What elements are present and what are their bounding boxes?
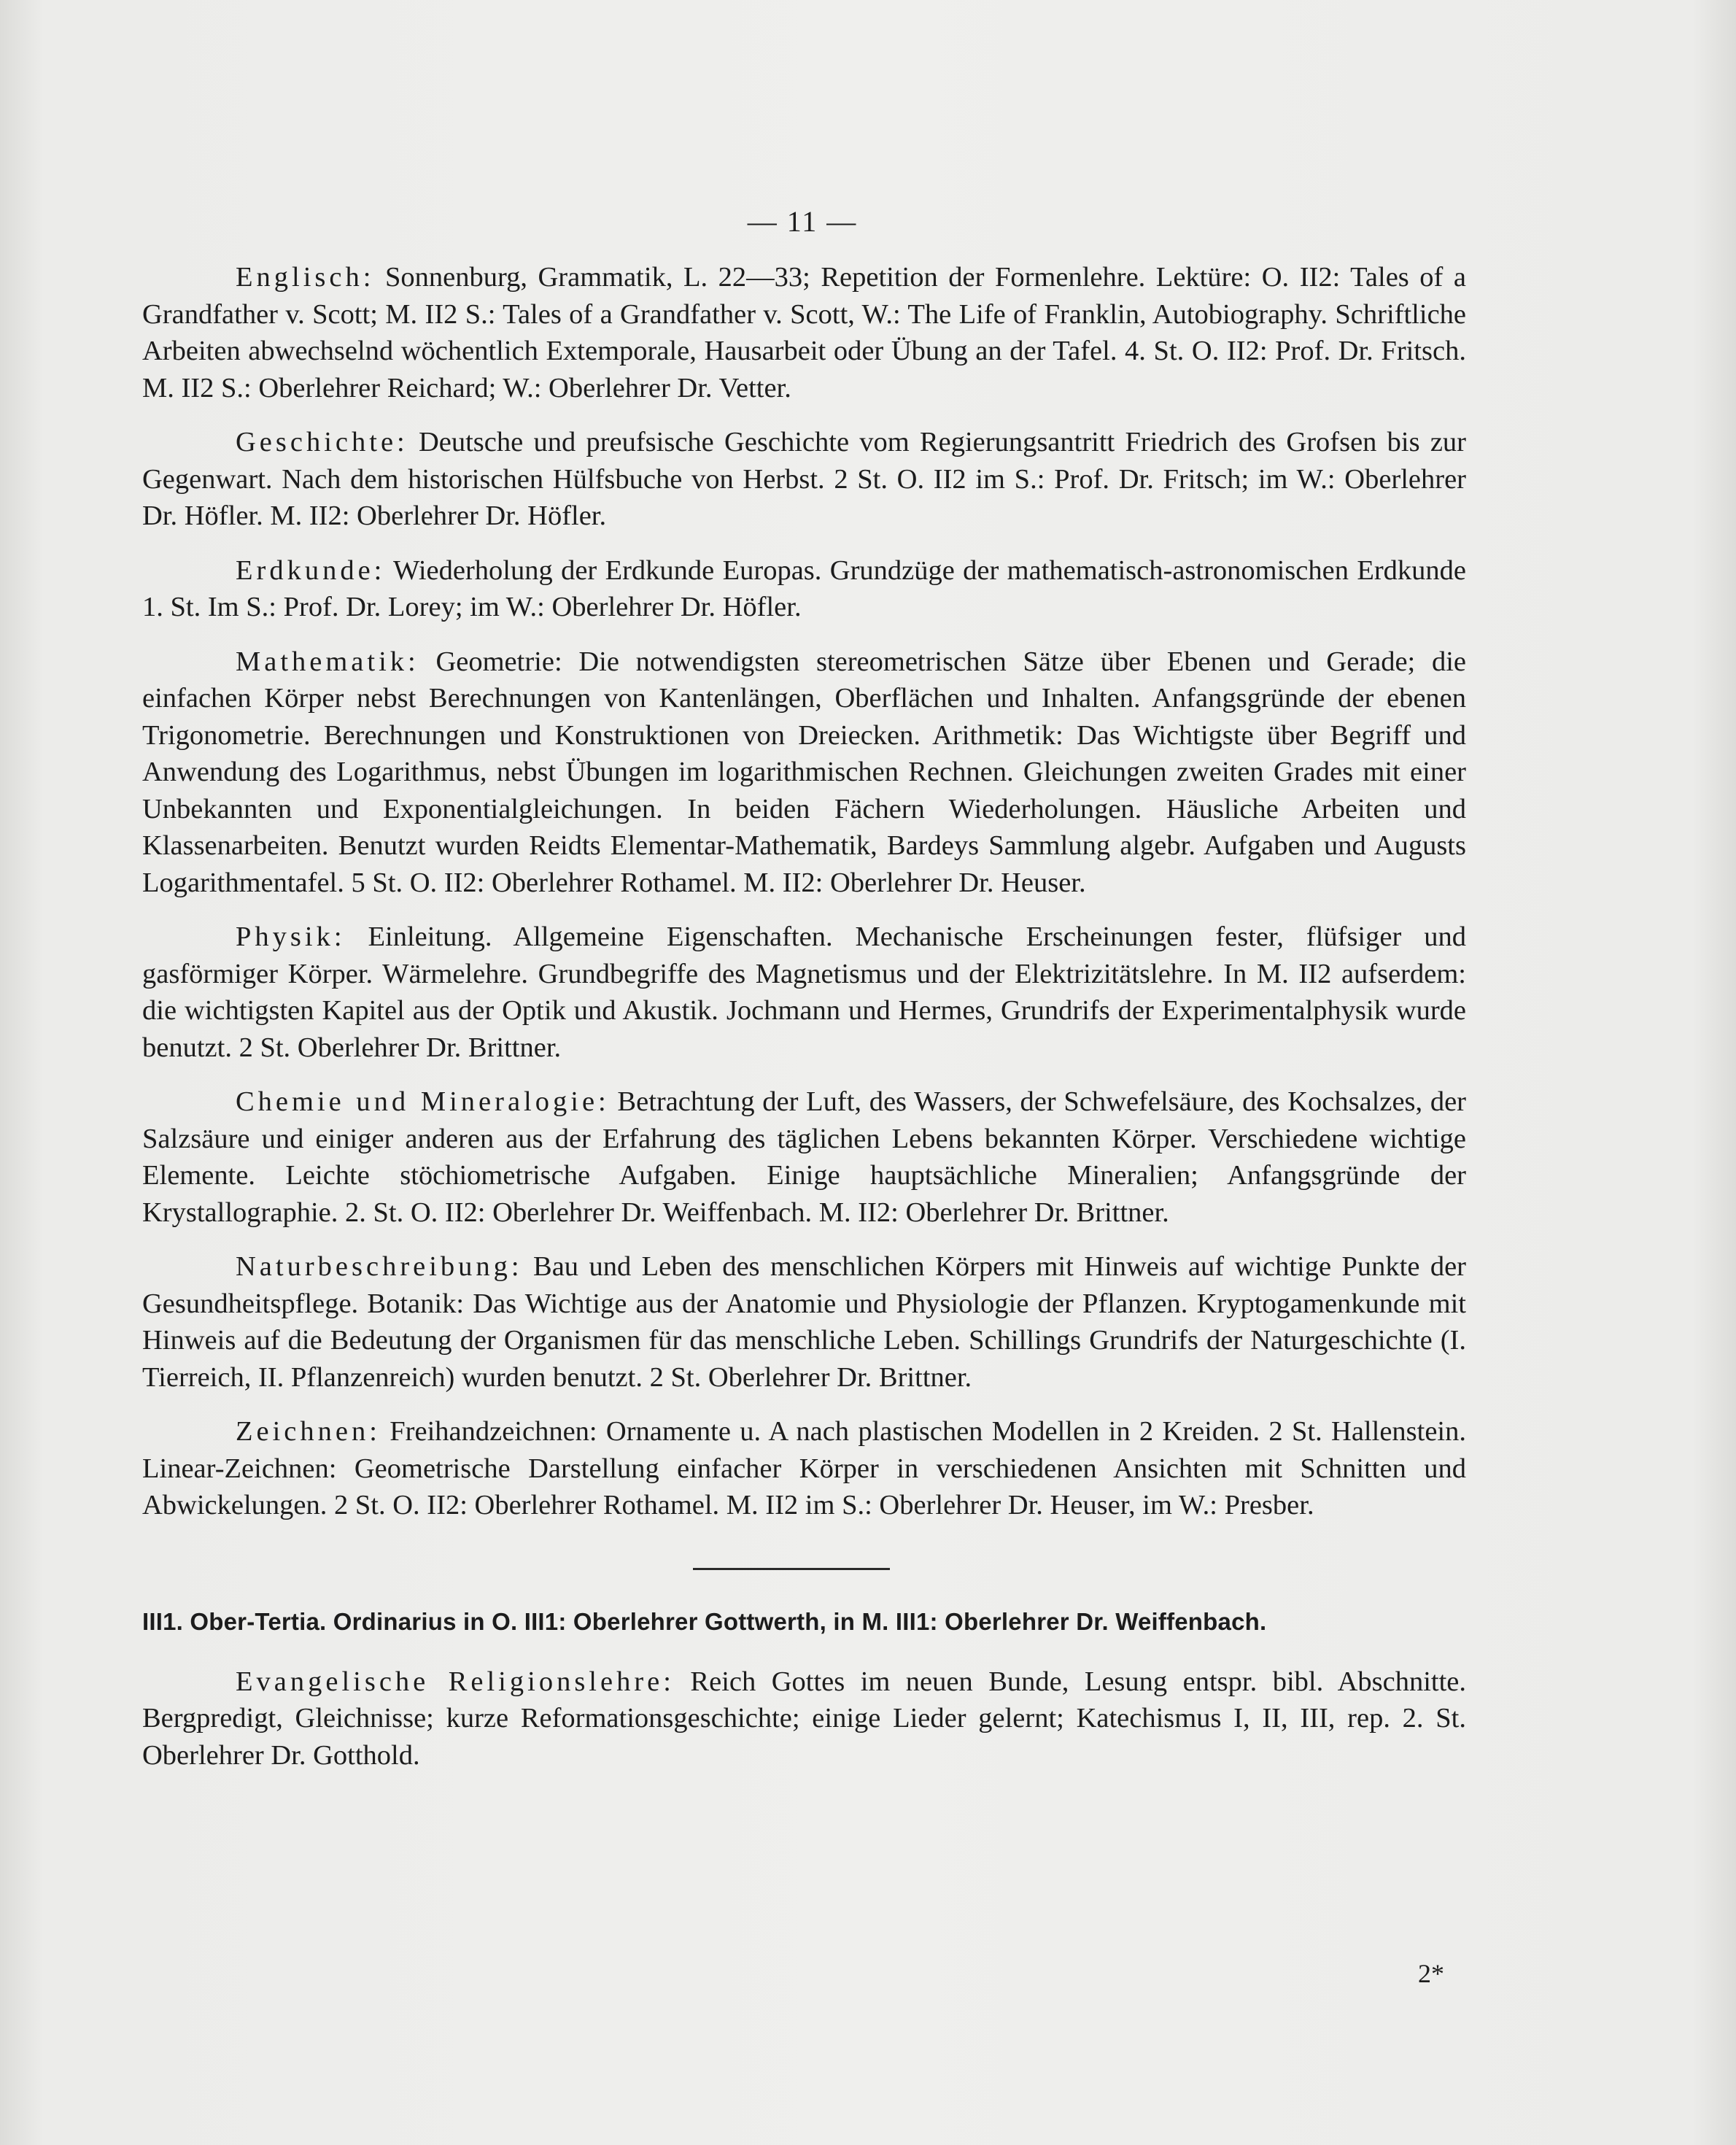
paragraph-text: Deutsche und preufsische Geschichte vom Regierungsantritt Friedrich des Grofsen bis zur Gegenwart. Nach dem historischen Hülfsbuche von Herbst. 2 St. O. II2 im S.: Prof. Dr. Fritsch; im W.: Oberlehrer Dr. Höfler. M. II2: Oberlehrer Dr. Höfler.: [142, 427, 1466, 531]
subject-heading: Mathematik:: [236, 646, 419, 677]
paragraph-naturbeschreibung: [142, 1248, 1466, 1396]
paragraph-chemie: [142, 1083, 1466, 1231]
paragraph-mathematik: [142, 644, 1466, 902]
paragraph-englisch: [142, 259, 1466, 406]
subject-heading: Physik:: [236, 921, 346, 952]
subject-heading: Chemie und Mineralogie:: [236, 1086, 610, 1117]
paragraph-text: Geometrie: Die notwendigsten stereometrischen Sätze über Ebenen und Gerade; die einfachen Körper nebst Berechnungen von Kantenlängen, Oberflächen und Inhalten. Anfangsgründe der ebenen Trigonometrie. Berechnungen und Konstruktionen von Dreiecken. Arithmetik: Das Wichtigste über Begriff und Anwendung des Logarithmus, nebst Übungen im logarithmischen Rechnen. Gleichungen zweiten Grades mit einer Unbekannten und Exponentialgleichungen. In beiden Fächern Wiederholungen. Häusliche Arbeiten und Klassenarbeiten. Benutzt wurden Reidts Elementar-Mathematik, Bardeys Sammlung algebr. Aufgaben und Augusts Logarithmentafel. 5 St. O. II2: Oberlehrer Rothamel. M. II2: Oberlehrer Dr. Heuser.: [142, 646, 1466, 898]
subject-heading: Erdkunde:: [236, 554, 386, 586]
subject-heading: Evangelische Religionslehre:: [236, 1666, 675, 1697]
paragraph-text: Reich Gottes im neuen Bunde, Lesung entspr. bibl. Abschnitte. Bergpredigt, Gleichnisse; kurze Reformationsgeschichte; einige Lieder gelernt; Katechismus I, II, III, rep. 2. St. Oberlehrer Dr. Gotthold.: [142, 1666, 1466, 1771]
subject-heading: Naturbeschreibung:: [236, 1251, 523, 1282]
subject-heading: Geschichte:: [236, 427, 408, 457]
paragraph-text: Bau und Leben des menschlichen Körpers mit Hinweis auf wichtige Punkte der Gesundheitspflege. Botanik: Das Wichtige aus der Anatomie und Physiologie der Pflanzen. Kryptogamenkunde mit Hinweis auf die Bedeutung der Organismen für das menschliche Leben. Schillings Grundrifs der Naturgeschichte (I. Tierreich, II. Pflanzenreich) wurden benutzt. 2 St. Oberlehrer Dr. Brittner.: [142, 1251, 1466, 1393]
signature-mark: 2*: [1418, 1959, 1444, 1988]
section-heading-ober-tertia: III1. Ober-Tertia. Ordinarius in O. III1: Oberlehrer Gottwerth, in M. III1: Oberlehrer Dr. Weiffenbach.: [142, 1607, 1267, 1635]
paragraph-physik: [142, 919, 1466, 1066]
subject-heading: Zeichnen:: [236, 1416, 381, 1447]
paragraph-text: Freihandzeichnen: Ornamente u. A nach plastischen Modellen in 2 Kreiden. 2 St. Hallenstein. Linear-Zeichnen: Geometrische Darstellung einfacher Körper in verschiedenen Ansichten mit Schnitten und Abwickelungen. 2 St. O. II2: Oberlehrer Rothamel. M. II2 im S.: Oberlehrer Dr. Heuser, im W.: Presber.: [142, 1416, 1466, 1520]
paragraph-text: Wiederholung der Erdkunde Europas. Grundzüge der mathematisch-astronomischen Erdkunde 1. St. Im S.: Prof. Dr. Lorey; im W.: Oberlehrer Dr. Höfler.: [142, 554, 1466, 622]
paragraph-religionslehre: [142, 1663, 1466, 1774]
paragraph-text: Betrachtung der Luft, des Wassers, der Schwefelsäure, des Kochsalzes, der Salzsäure und einiger anderen aus der Erfahrung des täglichen Lebens bekannten Körper. Verschiedene wichtige Elemente. Leichte stöchiometrische Aufgaben. Einige hauptsächliche Mineralien; Anfangsgründe der Krystallographie. 2. St. O. II2: Oberlehrer Dr. Weiffenbach. M. II2: Oberlehrer Dr. Brittner.: [142, 1086, 1466, 1228]
subject-heading: Englisch:: [236, 262, 375, 293]
page-number: — 11 —: [747, 205, 858, 238]
paragraph-text: Sonnenburg, Grammatik, L. 22—33; Repetition der Formenlehre. Lektüre: O. II2: Tales of a Grandfather v. Scott; M. II2 S.: Tales of a Grandfather v. Scott, W.: The Life of Franklin, Autobiography. Schriftliche Arbeiten abwechselnd wöchentlich Extemporale, Hausarbeit oder Übung an der Tafel. 4. St. O. II2: Prof. Dr. Fritsch. M. II2 S.: Oberlehrer Reichard; W.: Oberlehrer Dr. Vetter.: [142, 262, 1466, 403]
section-divider: [693, 1568, 890, 1570]
paragraph-erdkunde: [142, 552, 1466, 626]
paragraph-geschichte: [142, 424, 1466, 535]
page-content: [142, 259, 1466, 1791]
paragraph-zeichnen: [142, 1413, 1466, 1524]
paragraph-text: Einleitung. Allgemeine Eigenschaften. Mechanische Erscheinungen fester, flüfsiger und gasförmiger Körper. Wärmelehre. Grundbegriffe des Magnetismus und der Elektrizitätslehre. In M. II2 aufserdem: die wichtigsten Kapitel aus der Optik und Akustik. Jochmann und Hermes, Grundrifs der Experimentalphysik wurde benutzt. 2 St. Oberlehrer Dr. Brittner.: [142, 921, 1466, 1063]
